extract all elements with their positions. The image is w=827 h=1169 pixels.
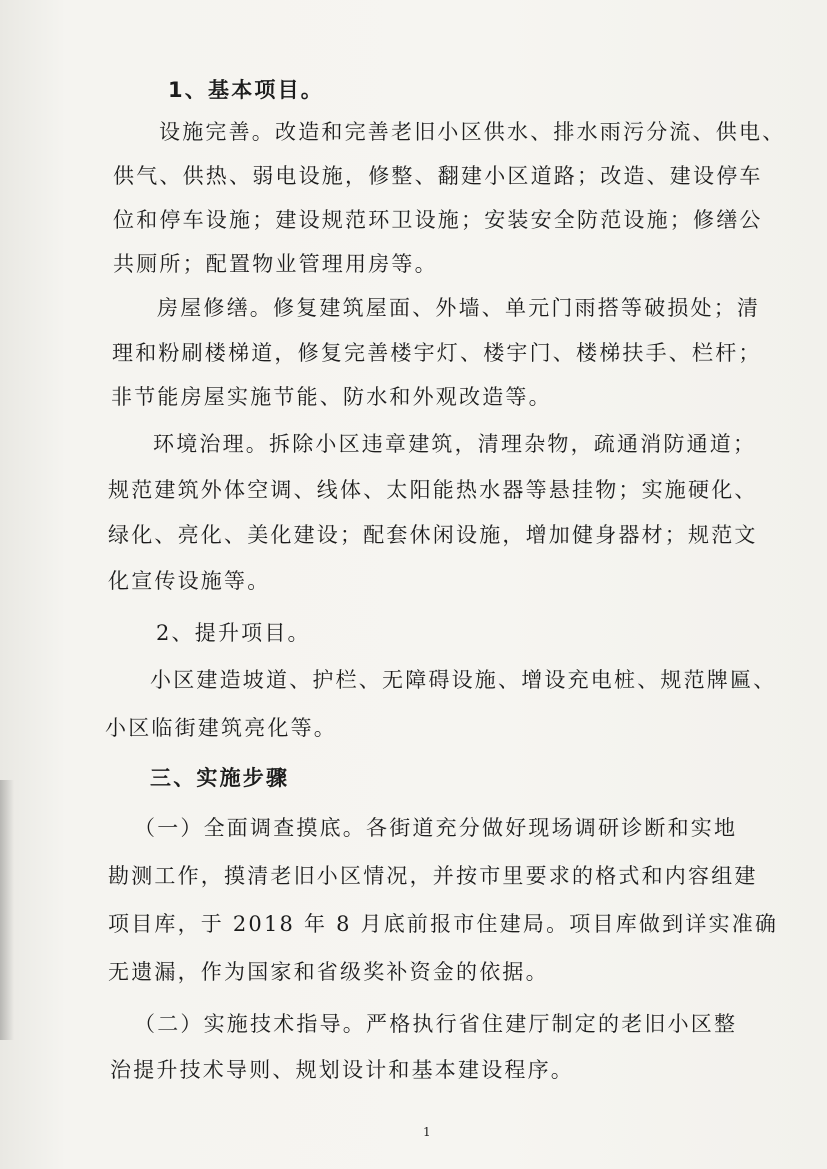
paragraph-upgrade-line-1: 小区建造坡道、护栏、无障碍设施、增设充电桩、规范牌匾、: [150, 668, 777, 692]
paragraph-environment-line-4: 化宣传设施等。: [108, 569, 271, 593]
paragraph-environment-line-1: 环境治理。拆除小区违章建筑，清理杂物，疏通消防通道；: [153, 432, 757, 456]
heading-upgrade-items: 2、提升项目。: [156, 621, 311, 645]
heading-basic-items: 1、基本项目。: [168, 78, 325, 102]
paragraph-step1-line-4: 无遗漏，作为国家和省级奖补资金的依据。: [108, 960, 549, 984]
paragraph-facilities-line-3: 位和停车设施；建设规范环卫设施；安装安全防范设施；修缮公: [113, 208, 763, 232]
paragraph-facilities-line-2: 供气、供热、弱电设施，修整、翻建小区道路；改造、建设停车: [113, 164, 763, 188]
paragraph-step2-line-2: 治提升技术导则、规划设计和基本建设程序。: [110, 1058, 574, 1082]
paragraph-step1-line-2: 勘测工作，摸清老旧小区情况，并按市里要求的格式和内容组建: [108, 864, 758, 888]
scan-edge-shadow: [0, 780, 14, 1040]
paragraph-housing-line-1: 房屋修缮。修复建筑屋面、外墙、单元门雨搭等破损处；清: [157, 296, 761, 320]
heading-implementation-steps: 三、实施步骤: [150, 766, 290, 790]
paragraph-step1-line-1: （一）全面调查摸底。各街道充分做好现场调研诊断和实地: [134, 816, 738, 840]
paragraph-upgrade-line-2: 小区临街建筑亮化等。: [105, 716, 337, 740]
paragraph-housing-line-3: 非节能房屋实施节能、防水和外观改造等。: [111, 385, 552, 409]
paragraph-environment-line-3: 绿化、亮化、美化建设；配套休闲设施，增加健身器材；规范文: [108, 523, 758, 547]
paragraph-step1-line-3: 项目库，于 2018 年 8 月底前报市住建局。项目库做到详实准确: [108, 912, 779, 936]
page-number: 1: [423, 1125, 431, 1139]
paragraph-housing-line-2: 理和粉刷楼梯道，修复完善楼宇灯、楼宇门、楼梯扶手、栏杆；: [112, 341, 762, 365]
paragraph-facilities-line-4: 共厕所；配置物业管理用房等。: [113, 252, 438, 276]
paragraph-step2-line-1: （二）实施技术指导。严格执行省住建厅制定的老旧小区整: [134, 1012, 738, 1036]
paragraph-environment-line-2: 规范建筑外体空调、线体、太阳能热水器等悬挂物；实施硬化、: [108, 478, 758, 502]
paragraph-facilities-line-1: 设施完善。改造和完善老旧小区供水、排水雨污分流、供电、: [159, 120, 786, 144]
